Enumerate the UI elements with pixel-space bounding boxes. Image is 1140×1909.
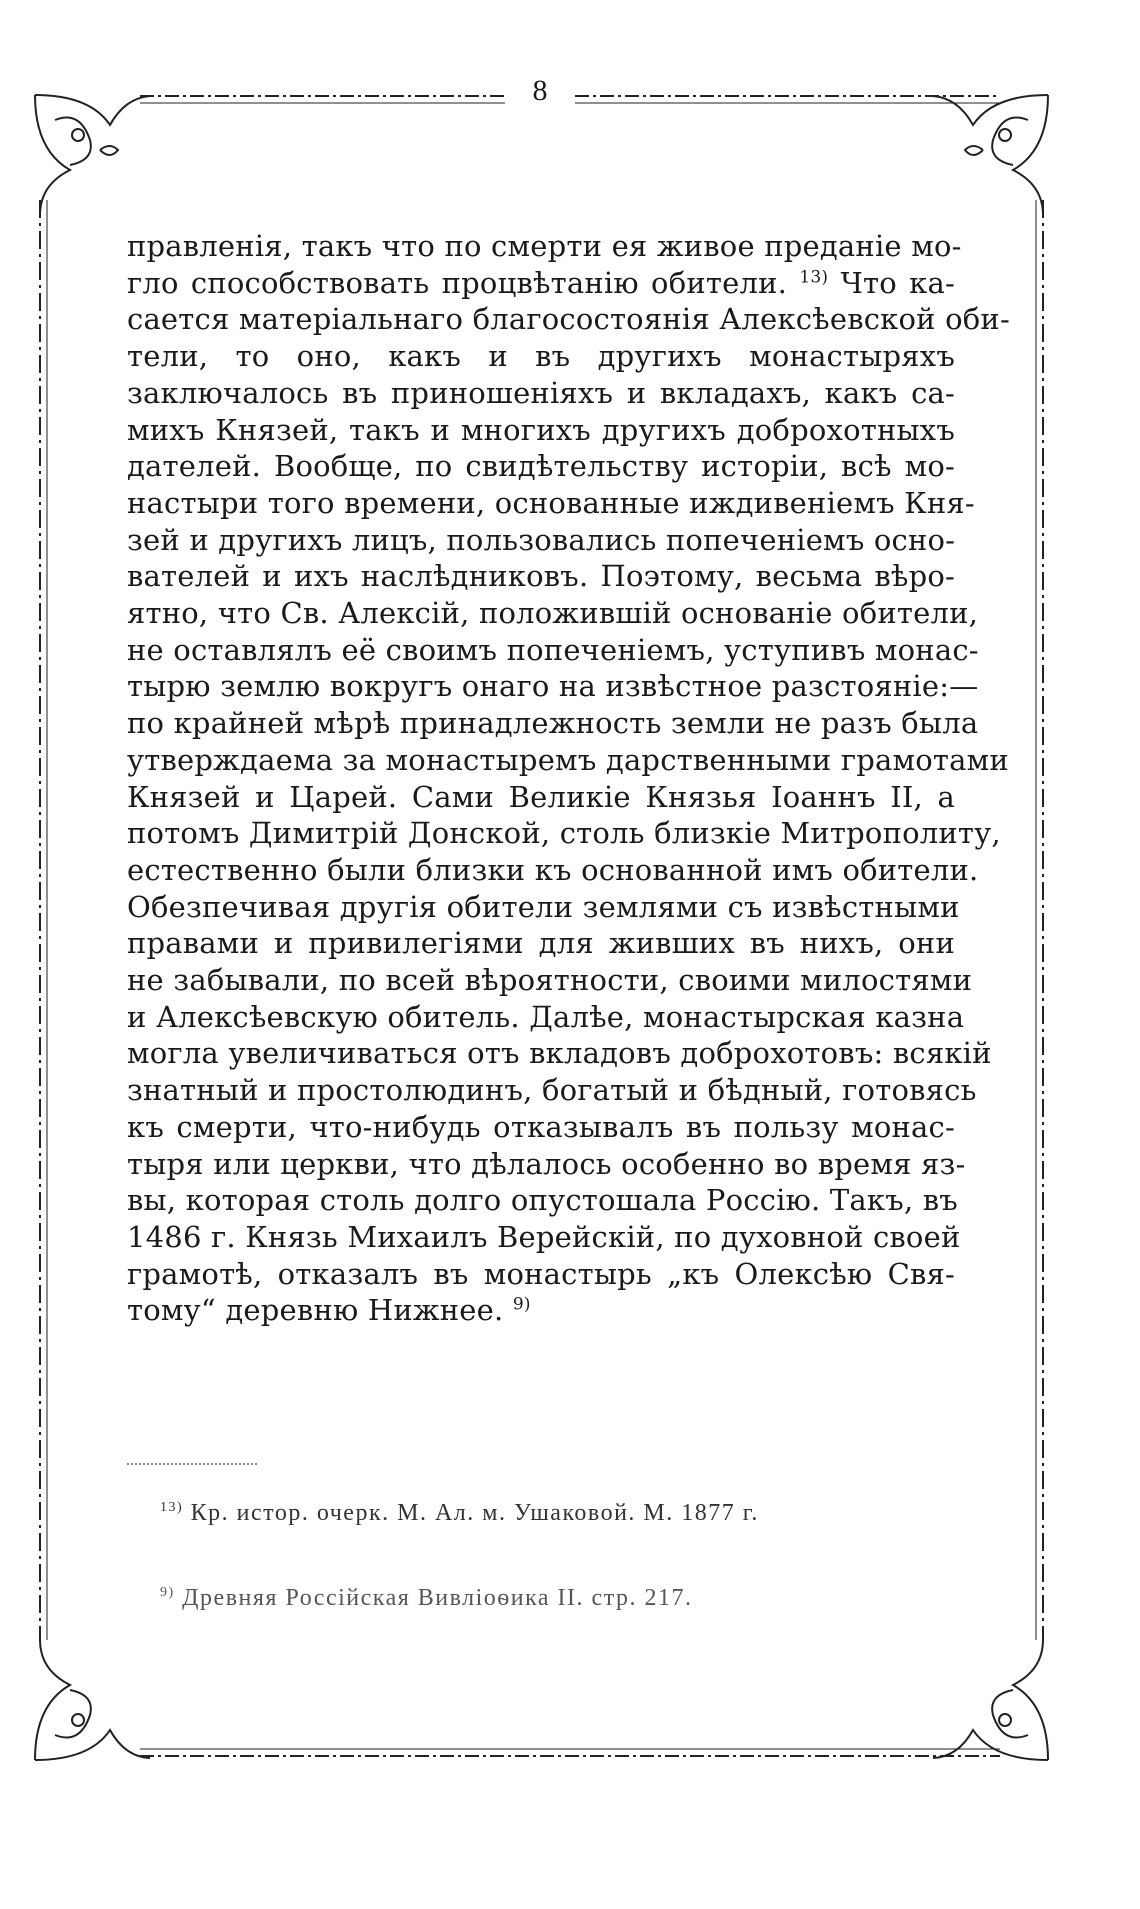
footnote-text: Древняя Россійская Вивліоѳика II. стр. 217. xyxy=(182,1585,693,1611)
text-line: естественно были близки къ основанной имъ обители. xyxy=(127,852,979,887)
footnote-separator xyxy=(127,1463,257,1465)
footnote xyxy=(160,1500,759,1527)
text-line: Князей и Царей. Сами Великіе Князья Іоаннъ II, а xyxy=(127,779,955,814)
text-line: сается матеріальнаго благосостоянія Алексѣевской оби- xyxy=(127,302,1010,337)
page-number: 8 xyxy=(532,74,548,107)
text-line: къ смерти, что-нибудь отказывалъ въ пользу монас- xyxy=(127,1109,955,1144)
text-line: тыря или церкви, что дѣлалось особенно во время яз- xyxy=(127,1146,966,1181)
text-line: правами и привилегіями для живших въ нихъ, они xyxy=(127,926,955,961)
text-line: тели, то оно, какъ и въ другихъ монастыряхъ xyxy=(127,339,955,374)
text-line: Обезпечивая другія обители землями съ извѣстными xyxy=(127,889,960,924)
text-line: не оставлялъ её своимъ попеченіемъ, уступивъ монас- xyxy=(127,632,979,667)
body-text xyxy=(127,228,1010,1329)
text-line: и Алексѣевскую обитель. Далѣе, монастырская казна xyxy=(127,999,965,1034)
text-line: ятно, что Св. Алексій, положившій основаніе обители, xyxy=(127,596,979,631)
footnote-text: Кр. истор. очерк. М. Ал. м. Ушаковой. М. 1877 г. xyxy=(190,1500,759,1526)
footnote xyxy=(160,1585,692,1612)
text-line-content: тому“ деревню Нижнее. xyxy=(127,1293,504,1328)
text-line: вателей и ихъ наслѣдниковъ. Поэтому, весьма вѣро- xyxy=(127,559,955,594)
text-line: 1486 г. Князь Михаилъ Верейскій, по духовной своей xyxy=(127,1219,961,1254)
text-line xyxy=(127,265,955,302)
text-line: потомъ Димитрій Донской, столь близкіе Митрополиту, xyxy=(127,816,1001,851)
text-line: могла увеличиваться отъ вкладовъ доброхотовъ: всякій xyxy=(127,1036,992,1071)
text-line: настыри того времени, основанные иждивеніемъ Кня- xyxy=(127,485,975,520)
text-line: грамотѣ, отказалъ въ монастырь „къ Олексѣю Свя- xyxy=(127,1256,955,1291)
text-line: правленія, такъ что по смерти ея живое преданіе мо- xyxy=(127,229,962,263)
text-line: зей и другихъ лицъ, пользовались попеченіемъ осно- xyxy=(127,522,956,557)
text-line: вы, которая столь долго опустошала Россію. Такъ, въ xyxy=(127,1183,958,1218)
text-line: дателей. Вообще, по свидѣтельству исторіи, всѣ мо- xyxy=(127,449,955,484)
text-line: по крайней мѣрѣ принадлежность земли не разъ была xyxy=(127,706,979,741)
text-line: михъ Князей, такъ и многихъ другихъ доброхотныхъ xyxy=(127,412,955,447)
text-line: утверждаема за монастыремъ дарственными грамотами xyxy=(127,742,1009,777)
footnote-mark: 13) xyxy=(160,1500,184,1515)
footnote-mark: 9) xyxy=(160,1585,175,1600)
footnote-ref: 9) xyxy=(512,1294,531,1315)
text-line: заключалось въ приношеніяхъ и вкладахъ, какъ са- xyxy=(127,375,955,410)
text-line: тырю землю вокругъ онаго на извѣстное разстояніе:— xyxy=(127,669,979,704)
text-line: не забывали, по всей вѣроятности, своими милостями xyxy=(127,963,973,998)
text-line xyxy=(127,1292,955,1329)
footnote-ref: 13) xyxy=(799,267,829,288)
text-line-tail: Что ка- xyxy=(840,265,955,300)
text-line: знатный и простолюдинъ, богатый и бѣдный, готовясь xyxy=(127,1073,977,1108)
text-line-content: гло способствовать процвѣтанію обители. xyxy=(127,265,788,300)
